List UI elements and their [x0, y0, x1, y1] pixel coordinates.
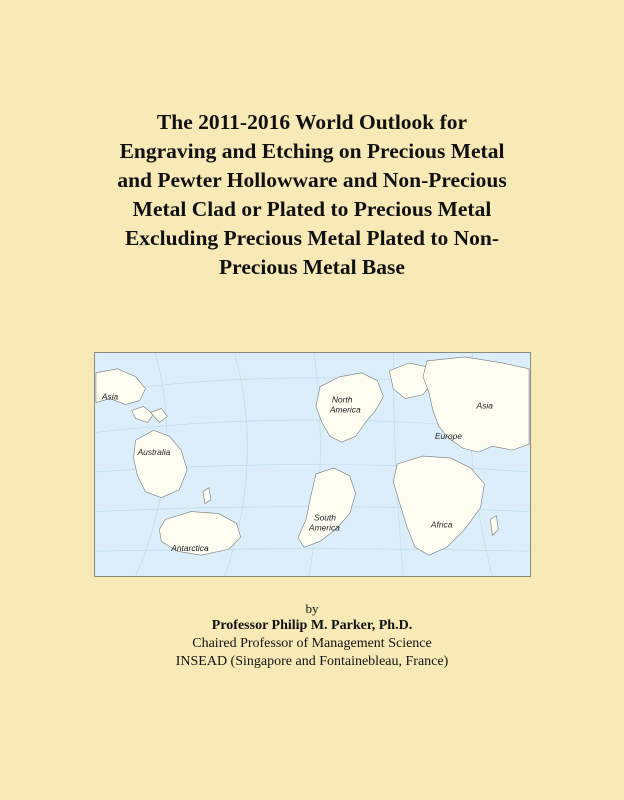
author-position: Chaired Professor of Management Science	[192, 636, 432, 651]
map-label-south-america: South	[313, 512, 336, 523]
title-line: The 2011-2016 World Outlook for	[156, 110, 468, 134]
map-label-south-america: America	[309, 522, 340, 533]
africa-landmass	[393, 456, 484, 555]
map-label-australia: Australia	[137, 447, 171, 458]
map-label-asia-right: Asia	[476, 400, 493, 411]
map-label-antarctica: Antarctica	[171, 543, 209, 554]
map-label-north-america: America	[329, 404, 361, 415]
world-map	[94, 352, 531, 577]
title-line: and Pewter Hollowware and Non-Precious	[117, 168, 507, 192]
title-line: Excluding Precious Metal Plated to Non-	[124, 226, 500, 250]
map-label-north-america: North	[331, 394, 353, 405]
author-institution: INSEAD (Singapore and Fontainebleau, France)	[175, 654, 449, 669]
map-label-asia-left: Asia	[101, 391, 119, 402]
new-zealand-landmass	[203, 488, 211, 504]
australia-landmass	[134, 430, 188, 497]
title-line: Precious Metal Base	[219, 255, 405, 279]
title-line: Engraving and Etching on Precious Metal	[119, 139, 505, 163]
title-line: Metal Clad or Plated to Precious Metal	[132, 197, 492, 221]
south-america-landmass	[298, 468, 355, 547]
map-label-europe: Europe	[434, 431, 463, 442]
madagascar-landmass	[490, 516, 498, 536]
world-map-illustration	[95, 353, 530, 576]
map-label-africa: Africa	[430, 519, 453, 530]
byline-by: by	[305, 601, 319, 616]
author-name: Professor Philip M. Parker, Ph.D.	[211, 618, 413, 633]
book-title	[40, 108, 584, 282]
